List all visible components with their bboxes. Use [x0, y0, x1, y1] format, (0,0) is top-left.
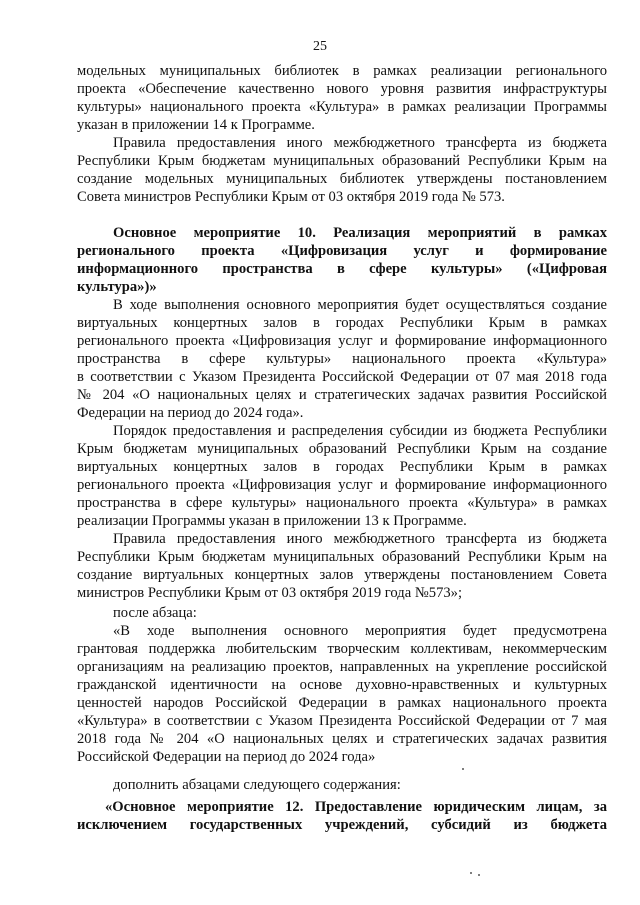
text-line: № 204 «О национальных целях и стратегических задачах развития Российской	[77, 387, 607, 403]
text-line: Крым бюджетам муниципальных образований Республики Крым на создание	[77, 441, 607, 457]
text-line: Федерации на период до 2024 года».	[77, 405, 304, 421]
text-line: гражданской идентичности на основе духовно-нравственных и культурных	[77, 677, 607, 693]
paragraph-virtual-concert-halls	[77, 296, 607, 422]
text-line: Совета министров Республики Крым от 03 октября 2019 года № 573.	[77, 189, 505, 205]
text-line: создание виртуальных концертных залов утверждены постановлением Совета	[77, 567, 607, 583]
text-line: в соответствии с Указом Президента Российской Федерации от 07 мая 2018 года	[77, 369, 607, 385]
paragraph-subsidy-procedure	[77, 422, 607, 530]
text-line: ценностей народов Российской Федерации в рамках национального проекта	[77, 695, 607, 711]
text-line: модельных муниципальных библиотек в рамках реализации регионального	[77, 63, 607, 79]
text-line: создание модельных муниципальных библиотек утверждены постановлением	[77, 171, 607, 187]
scan-speck	[478, 874, 480, 876]
instruction-supplement	[77, 776, 607, 794]
text-line: министров Республики Крым от 03 октября 2019 года №573»;	[77, 585, 463, 601]
paragraph-library-transfer-rules	[77, 134, 607, 206]
text-line: «В ходе выполнения основного мероприятия будет предусмотрена	[113, 623, 607, 639]
heading-line: «Основное мероприятие 12. Предоставление юридическим лицам, за	[105, 799, 607, 815]
text-line: виртуальных концертных залов в городах Республики Крым в рамках	[77, 459, 607, 475]
heading-line: Основное мероприятие 10. Реализация мероприятий в рамках	[113, 225, 607, 241]
text-line: организациям на реализацию проектов, направленных на укрепление российской	[77, 659, 607, 675]
heading-main-activity-10	[77, 224, 607, 296]
text-line: Правила предоставления иного межбюджетного трансферта из бюджета	[113, 531, 607, 547]
text-line: виртуальных концертных залов в городах Республики Крым в рамках	[77, 315, 607, 331]
heading-line: культура»)»	[77, 279, 157, 295]
text-line: проекта «Обеспечение качественно нового уровня развития инфраструктуры	[77, 81, 607, 97]
text-line: реализации Программы указан в приложении 13 к Программе.	[77, 513, 467, 529]
text-line: регионального проекта «Цифровизация услуг и формирование информационного	[77, 477, 607, 493]
heading-main-activity-12	[77, 798, 607, 834]
heading-line: информационного пространства в сфере культуры» («Цифровая	[77, 261, 607, 277]
heading-line: регионального проекта «Цифровизация услуг и формирование	[77, 243, 607, 259]
text-line: после абзаца:	[113, 605, 197, 621]
text-line: указан в приложении 14 к Программе.	[77, 117, 315, 133]
text-line: пространства в сфере культуры» национального проекта «Культура» в рамках	[77, 495, 607, 511]
text-line: Республики Крым бюджетам муниципальных образований Республики Крым на	[77, 153, 607, 169]
instruction-after-paragraph	[77, 604, 607, 622]
quoted-paragraph-grant-support	[77, 622, 607, 766]
text-line: Российской Федерации на период до 2024 года»	[77, 749, 376, 765]
text-line: «Культура» в соответствии с Указом Президента Российской Федерации от 7 мая	[77, 713, 607, 729]
scan-speck	[470, 872, 472, 874]
text-line: В ходе выполнения основного мероприятия будет осуществляться создание	[113, 297, 607, 313]
paragraph-concert-halls-transfer-rules	[77, 530, 607, 602]
text-line: Порядок предоставления и распределения субсидии из бюджета Республики	[113, 423, 607, 439]
text-line: пространства в сфере культуры» национального проекта «Культура»	[77, 351, 607, 367]
text-line: грантовая поддержка любительским творческим коллективам, некоммерческим	[77, 641, 607, 657]
heading-line: исключением государственных учреждений, субсидий из бюджета	[77, 817, 607, 833]
page-number: 25	[313, 39, 327, 54]
text-line: Правила предоставления иного межбюджетного трансферта из бюджета	[113, 135, 607, 151]
text-line: 2018 года № 204 «О национальных целях и стратегических задачах развития	[77, 731, 607, 747]
text-line: регионального проекта «Цифровизация услуг и формирование информационного	[77, 333, 607, 349]
paragraph-model-libraries	[77, 62, 607, 134]
text-line: Республики Крым бюджетам муниципальных образований Республики Крым на	[77, 549, 607, 565]
scan-speck	[462, 768, 464, 770]
text-line: культуры» национального проекта «Культура» в рамках реализации Программы	[77, 99, 607, 115]
text-line: дополнить абзацами следующего содержания:	[113, 777, 401, 793]
